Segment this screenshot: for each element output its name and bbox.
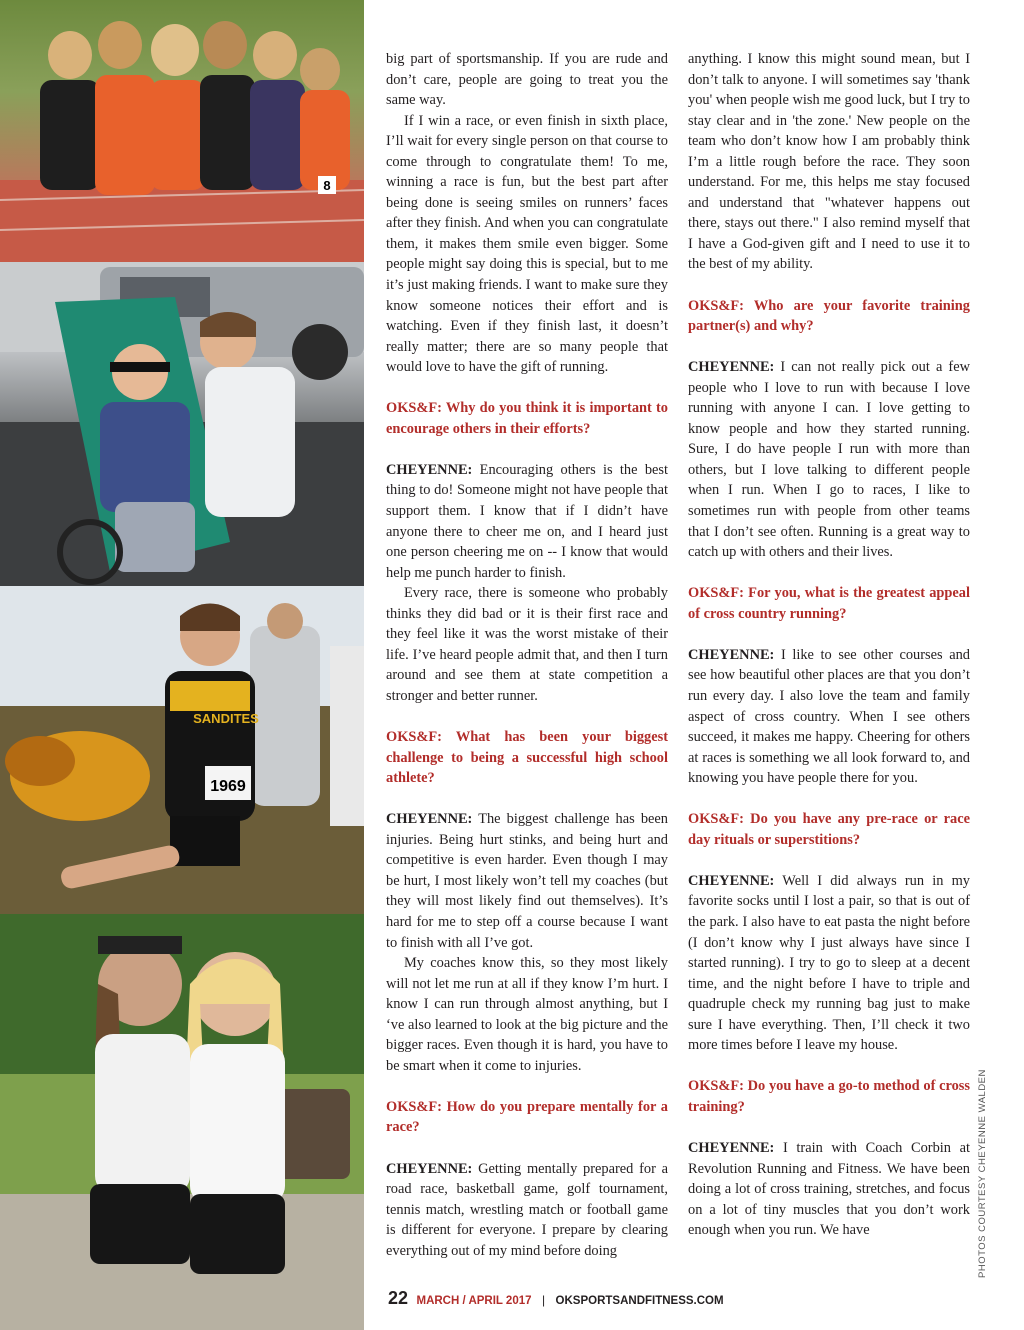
page-footer xyxy=(388,1288,724,1309)
interview-question: OKS&F: Why do you think it is important to encourage others in their efforts? xyxy=(386,400,668,437)
interview-question: OKS&F: Do you have any pre-race or race day rituals or superstitions? xyxy=(688,811,970,848)
race-bib-text: 1969 xyxy=(210,778,246,795)
speaker-label: CHEYENNE: xyxy=(688,646,775,663)
answer-text: I like to see other courses and see how beautiful other places are that you don’t run every day. I also love the team and family aspect of cross country. When I see others succeed, it makes me happy. Cheering for others at races is something we all look forward to, and knowing you have people there for you. xyxy=(688,646,970,787)
interview-question: OKS&F: For you, what is the greatest appeal of cross country running? xyxy=(688,585,970,622)
speaker-label: CHEYENNE: xyxy=(386,1160,473,1177)
interview-answer xyxy=(386,809,668,953)
interview-answer xyxy=(688,645,970,789)
answer-text: The biggest challenge has been injuries. Being hurt stinks, and being hurt and competitive is even harder. Even though I may be hurt, I most likely won’t tell my coaches (but they will most likely find out themselves). It’s hard for me to step off a course because I want to finish with all I’ve got. xyxy=(386,811,668,951)
photo-credit: PHOTOS COURTESY CHEYENNE WALDEN xyxy=(977,1069,988,1278)
team-huddle-illustration xyxy=(0,0,364,262)
body-paragraph: anything. I know this might sound mean, but I don’t talk to anyone. I will sometimes say 'thank you' when people wish me good luck, but I try to stay clear and in 'the zone.' New people on the team who don’t know how I am probably think I’m a little rough before the race. They soon understand. For me, this helps me stay focused and understand that "whatever happens out there, stays out there." I also remind myself that I have a God-given gift and I need to use it to the best of my ability. xyxy=(688,51,970,273)
interview-answer xyxy=(386,460,668,583)
page-number: 22 xyxy=(388,1288,409,1308)
speaker-label: CHEYENNE: xyxy=(688,1139,775,1156)
photo-column xyxy=(0,0,364,1330)
body-paragraph: Every race, there is someone who probably thinks they did bad or it is their first race and they feel like it was the worst mistake of their life. I’ve heard people admit that, and then I turn around and see them at state competition a stronger and better runner. xyxy=(386,585,668,704)
interview-question: OKS&F: Who are your favorite training partner(s) and why? xyxy=(688,297,970,335)
website-url: OKSPORTSANDFITNESS.COM xyxy=(555,1295,724,1307)
body-paragraph: big part of sportsmanship. If you are rude and don’t care, people are going to treat you the same way. xyxy=(386,51,668,109)
two-girls-illustration xyxy=(0,914,364,1330)
jersey-text: SANDITES xyxy=(193,711,259,726)
answer-text: I can not really pick out a few people who I love to run with because I love running with anyone I can. I love getting to know people and how they started running. Sure, I do have people I run with more than others, but I love talking to different people when I run. When I go to races, I like to sometimes run with people from other teams that I don’t see often. Running is a great way to catch up with others and their lives. xyxy=(688,359,970,561)
body-paragraph: My coaches know this, so they most likely will not let me run at all if they know I’m hurt. I know I can run through almost anything, but I ‘ve also learned to look at the big picture and the bigger races. Even though it is hard, you have to be smart when it come to injuries. xyxy=(386,955,668,1074)
bib-number-text: 8 xyxy=(323,178,331,193)
answer-text: Getting mentally prepared for a road race, basketball game, golf tournament, tennis match, wrestling match or football game is different for everyone. I prepare by clearing everything out of my mind before doing xyxy=(386,1160,668,1259)
article-column-2 xyxy=(688,49,970,1241)
runner-sandites-illustration xyxy=(0,586,364,914)
interview-question: OKS&F: How do you prepare mentally for a race? xyxy=(386,1098,668,1136)
speaker-label: CHEYENNE: xyxy=(386,811,473,828)
interview-answer xyxy=(688,357,970,562)
interview-answer xyxy=(688,871,970,1056)
photo-team-huddle xyxy=(0,0,364,262)
speaker-label: CHEYENNE: xyxy=(386,461,473,478)
speaker-label: CHEYENNE: xyxy=(688,359,775,376)
wheelchair-runner-illustration xyxy=(0,262,364,586)
interview-question: OKS&F: What has been your biggest challenge to being a successful high school athlete? xyxy=(386,729,668,787)
interview-answer xyxy=(386,1159,668,1262)
article-column-1 xyxy=(386,49,668,1261)
issue-date: MARCH / APRIL 2017 xyxy=(416,1295,532,1307)
speaker-label: CHEYENNE: xyxy=(688,872,775,889)
answer-text: Encouraging others is the best thing to do! Someone might not have people that support them. I know that if I didn’t have anyone there to cheer me on, and I heard just one person cheering me on -- I know that would help me punch harder to finish. xyxy=(386,461,668,581)
photo-runner-sandites xyxy=(0,586,364,914)
interview-question: OKS&F: Do you have a go-to method of cross training? xyxy=(688,1078,970,1115)
photo-wheelchair-runner xyxy=(0,262,364,586)
interview-answer xyxy=(688,1138,970,1241)
body-paragraph: If I win a race, or even finish in sixth place, I’ll wait for every single person on that course to come through to congratulate them! To me, winning a race is fun, but the best part after being done is seeing smiles on runners’ faces after they finish. And when you can congratulate them, it makes them smile even bigger. Some people might say doing this is special, but to me it’s just making friends. I want to make sure they know someone notices their effort and is watching. Even if they finish last, it doesn’t really matter; there are so many people that would love to have the gift of running. xyxy=(386,112,668,376)
footer-separator: | xyxy=(541,1293,546,1307)
answer-text: I train with Coach Corbin at Revolution Running and Fitness. We have been doing a lot of cross training, stretches, and focus on a lot of tiny muscles that you don’t work enough when you run. We have xyxy=(688,1139,970,1239)
answer-text: Well I did always run in my favorite socks until I lost a pair, so that is out of the park. I also have to eat pasta the night before (I don’t know why I just always have since I started running). I try to go to sleep at a decent time, and the night before I have to triple and quadruple check my running bag just to make sure I have everything. Then, I’ll check it two more times before I leave my house. xyxy=(688,872,970,1054)
photo-two-girls-hug xyxy=(0,914,364,1330)
